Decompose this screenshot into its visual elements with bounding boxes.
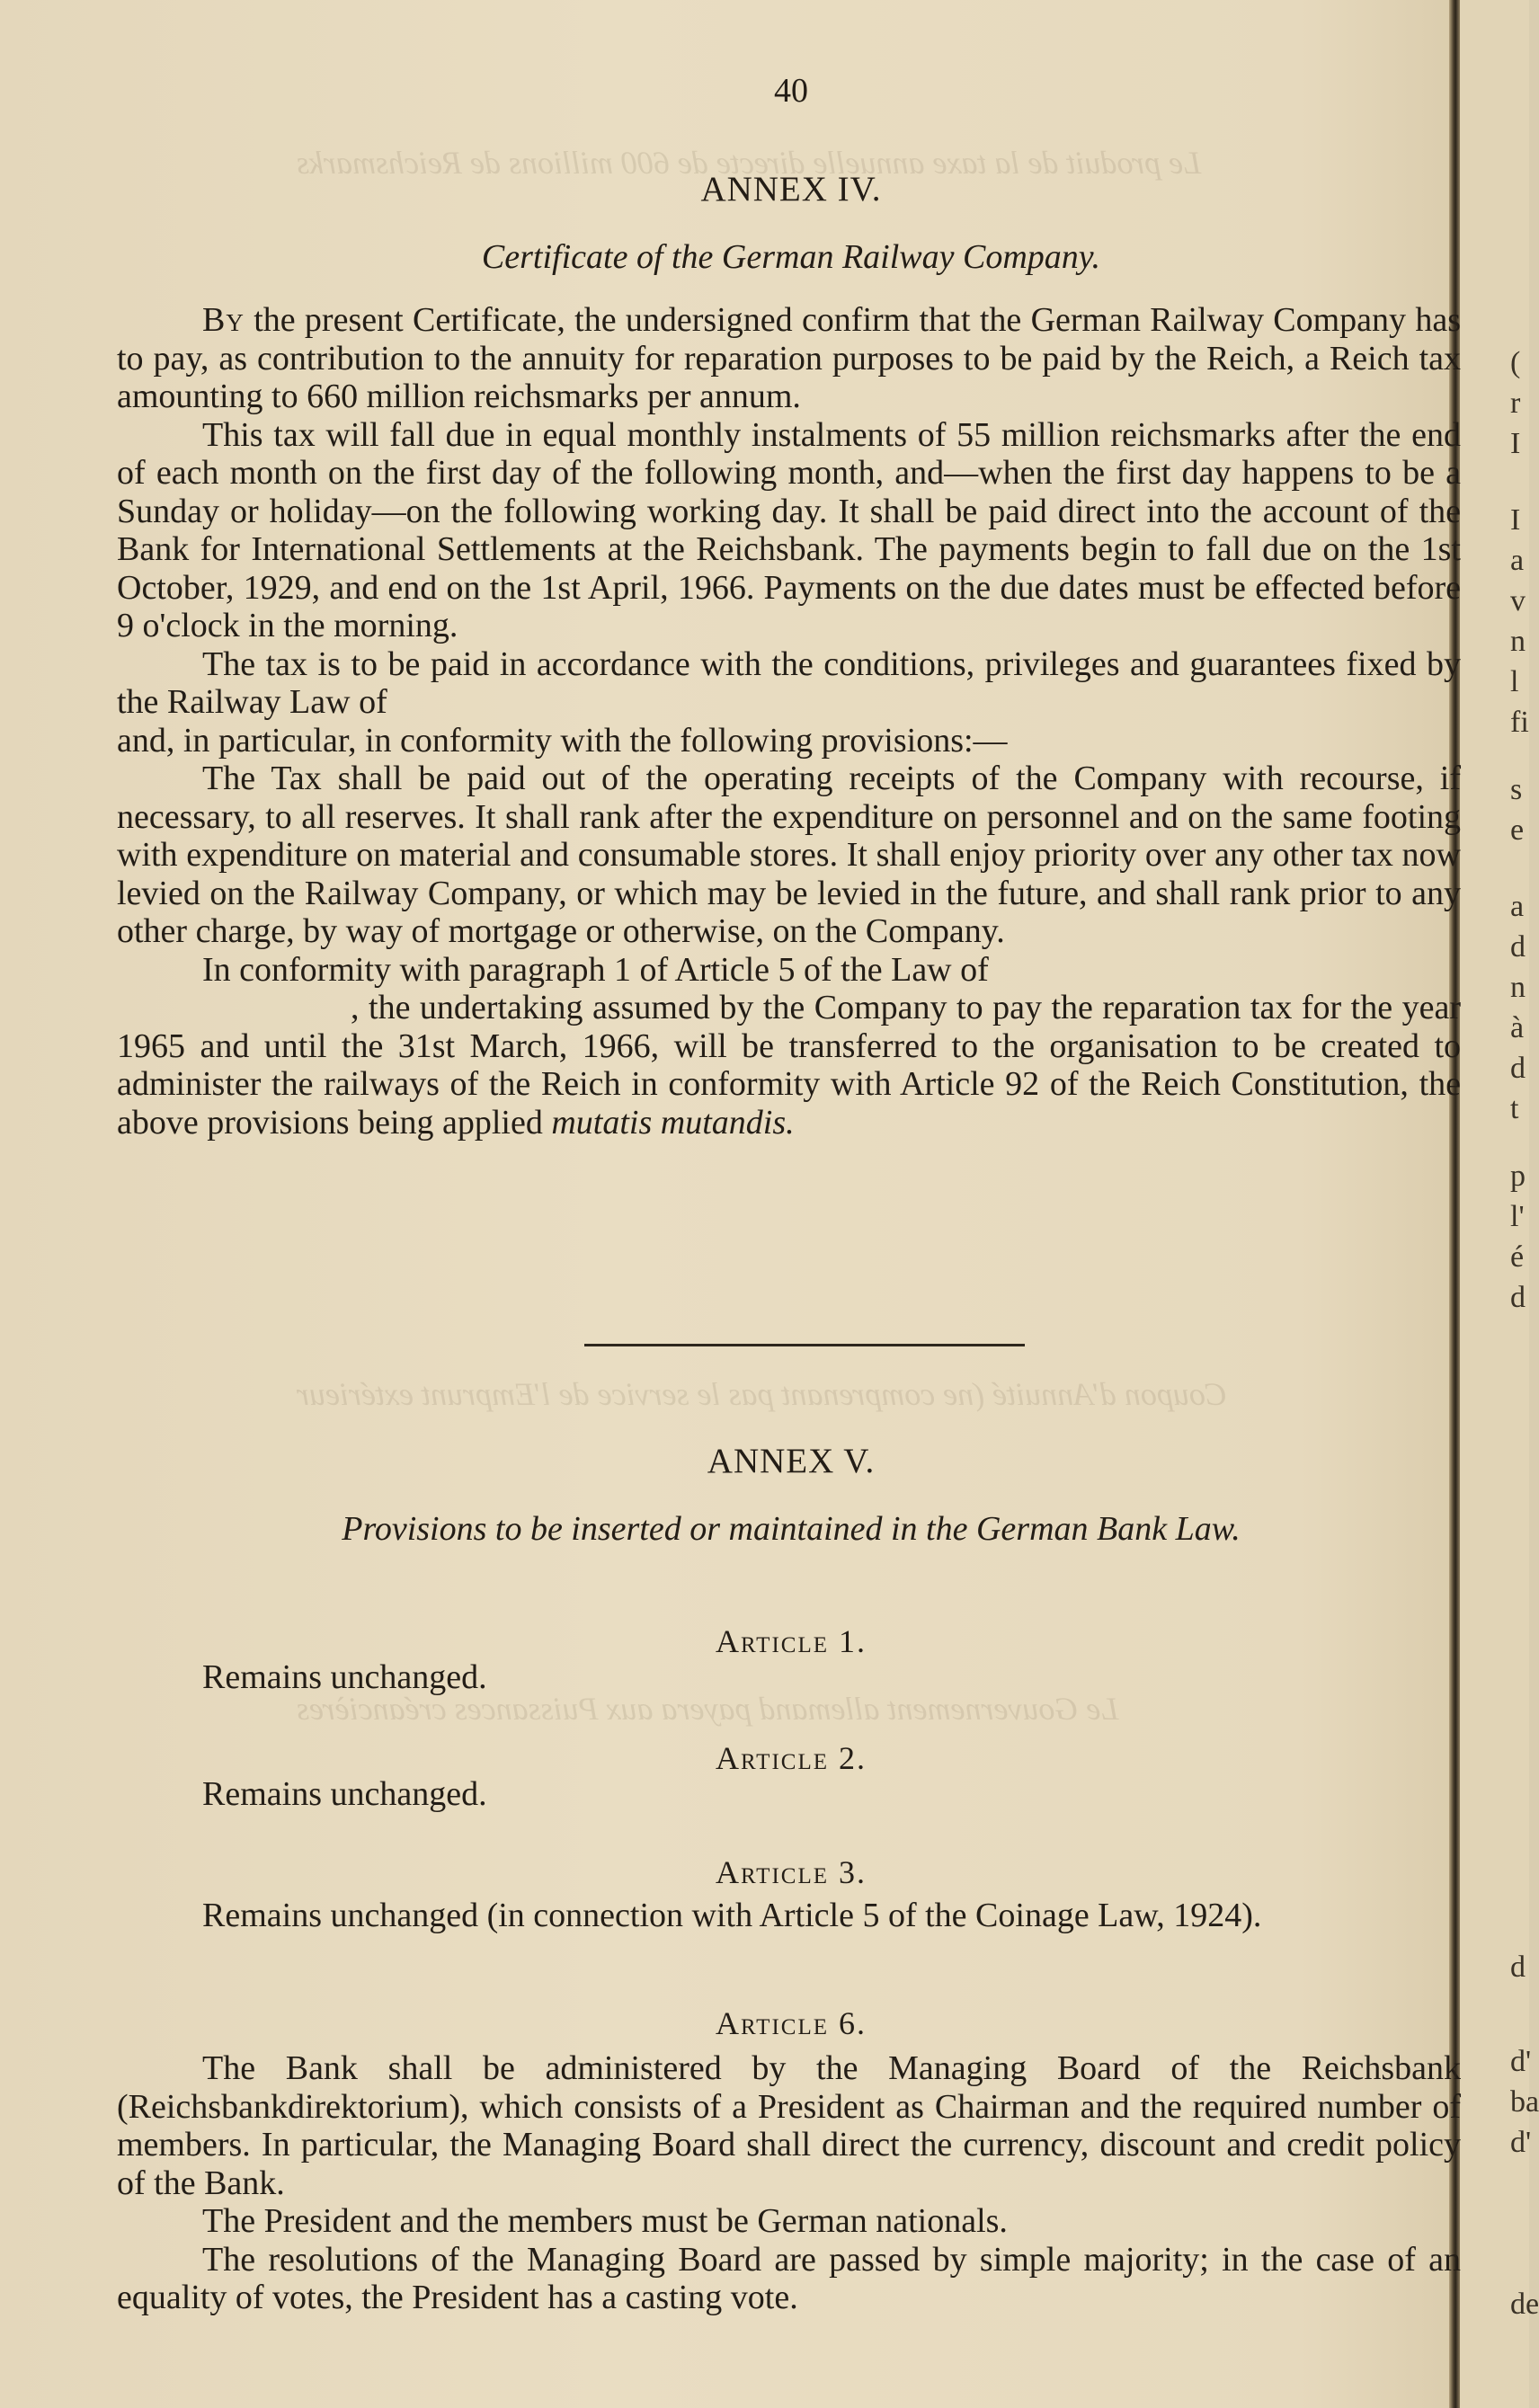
facing-page-fragment: fi [1510, 706, 1529, 739]
facing-page-fragment: I [1510, 427, 1521, 460]
article-3-title: Article 3. [716, 1854, 867, 1890]
lead-word: By [202, 301, 245, 339]
facing-page-fragment: a [1510, 890, 1525, 923]
facing-page-fragment: d [1510, 1950, 1526, 1984]
facing-page-fragment: t [1510, 1092, 1519, 1125]
paragraph: In conformity with paragraph 1 of Article 5 of the Law of [202, 950, 989, 989]
facing-page-fragment: e [1510, 813, 1525, 847]
article-6-title: Article 6. [716, 2005, 867, 2041]
paragraph: and, in particular, in conformity with the following provisions:— [117, 721, 1008, 760]
paragraph: This tax will fall due in equal monthly instalments of 55 million reichsmarks after the end of each month on the first day of the following month, and—when the first day happens to be a Sunday or holiday—on the following working day. It shall be paid direct into the account of the Bank for International Settlements at the Reichsbank. The payments begin to fall due on the 1st October, 1929, and end on the 1st April, 1966. Payments on the due dates must be effected before 9 o'clock in the morning. [117, 415, 1461, 644]
facing-page-fragment: ba [1510, 2085, 1539, 2119]
facing-page-fragment: l [1510, 665, 1519, 698]
facing-page-fragment: v [1510, 584, 1526, 618]
facing-page-fragment: l' [1510, 1200, 1525, 1233]
annex-iv-heading: ANNEX IV. [700, 170, 882, 209]
paragraph: The Tax shall be paid out of the operating receipts of the Company with recourse, if necessary, to all reserves. It shall rank after the expenditure on personnel and on the same footing with expenditure on material and consumable stores. It shall enjoy priority over any other tax now levied on the Railway Company, or which may be levied in the future, and shall rank prior to any other charge, by way of mortgage or otherwise, on the Company. [117, 760, 1461, 950]
annex-v-subheading: Provisions to be inserted or maintained in the German Bank Law. [342, 1510, 1241, 1548]
facing-page-fragment: p [1510, 1160, 1526, 1193]
paragraph: , the undertaking assumed by the Company to pay the reparation tax for the year 1965 and until the 31st March, 1966, will be transferred to the organisation to be created to administer the railways of the Reich in conformity with Article 92 of the Reich Constitution, the above provisions being applied mutatis mutandis. [117, 989, 1461, 1142]
annex-v-heading: ANNEX V. [707, 1442, 876, 1480]
facing-page-fragment: I [1510, 503, 1521, 537]
article-1-title: Article 1. [716, 1623, 867, 1659]
facing-page-fragment: d' [1510, 2045, 1532, 2078]
facing-page-fragment: d [1510, 1052, 1526, 1085]
facing-page-fragment: à [1510, 1011, 1525, 1044]
facing-page-fragment: d [1510, 1281, 1526, 1314]
facing-page-fragment: n [1510, 625, 1526, 658]
article-6-body [117, 2049, 1461, 2317]
paragraph: By the present Certificate, the undersigned confirm that the German Railway Company has to pay, as contribution to the annuity for reparation purposes to be paid by the Reich, a Reich tax amounting to 660 million reichsmarks per annum. [117, 301, 1462, 415]
facing-page-fragment: r [1510, 387, 1521, 420]
facing-page-fragment: a [1510, 544, 1525, 577]
facing-page-fragment: n [1510, 971, 1526, 1004]
facing-page-fragment: s [1510, 773, 1523, 806]
page-number: 40 [774, 72, 808, 110]
paragraph: The Bank shall be administered by the Managing Board of the Reichsbank (Reichsbankdirektorium), which consists of a President as Chairman and the required number of members. In particular, the Managing Board shall direct the currency, discount and credit policy of the Bank. [117, 2049, 1461, 2202]
paragraph: The resolutions of the Managing Board are passed by simple majority; in the case of an equality of votes, the President has a casting vote. [117, 2240, 1461, 2316]
facing-page-fragment: é [1510, 1240, 1525, 1274]
article-2-text: Remains unchanged. [202, 1775, 487, 1813]
paragraph: The tax is to be paid in accordance with the conditions, privileges and guarantees fixed by the Railway Law of [117, 644, 1461, 721]
document-page: Le produit de la taxe annuelle directe de 600 millions de Reichsmarks Coupon d'Annuité (ne comprenant pas le service de l'Emprunt extérieur Le Gouvernement allemand payera aux Puissances créancières 40 ANNEX IV. Certificate of the German Railway Company. By the present Certificate, the undersigned confirm that the German Railway Company has to pay, as contribution to the annuity for reparation purposes to be paid by the Reich, a Reich tax amounting to 660 million reichsmarks per annum. This tax will fall due in equal monthly instalments of 55 million reichsmarks after the end of each month on the first day of the following month, and—when the first day happens to be a Sunday or holiday—on the following working day. It shall be paid direct into the account of the Bank for International Settlements at the Reichsbank. The payments begin to fall due on the 1st October, 1929, and end on the 1st April, 1966. Payments on the due dates must be effected before 9 o'clock in the morning. The tax is to be paid in accordance with the conditions, privileges and guarantees fixed by the Railway Law of and, in particular, in conformity with the following provisions:— The Tax shall be paid out of the operating receipts of the Company with recourse, if necessary, to all reserves. It shall rank after the expenditure on personnel and on the same footing with expenditure on material and consumable stores. It shall enjoy priority over any other tax now levied on the Railway Company, or which may be levied in the future, and shall rank prior to any other charge, by way of mortgage or otherwise, on the Company. In conformity with paragraph 1 of Article 5 of the Law of , the undertaking assumed by the Company to pay the reparation tax for the year 1965 and until the 31st March, 1966, will be transferred to the organisation to be created to administer the railways of the Reich in conformity with Article 92 of the Reich Constitution, the above provisions being applied mutatis mutandis. ANNEX V. Provisions to be inserted or maintained in the German Bank Law. Article 1. Remains unchanged. Article 2. Remains unchanged. Article 3. Remains unchanged (in connection with Article 5 of the Coinage Law, 1924). Article 6. The Bank shall be administered by the Managing Board of the Reichsbank (Reichsbankdirektorium), which consists of a President as Chairman and the required number of members. In particular, the Managing Board shall direct the currency, discount and credit policy of the Bank. The President and the members must be German nationals. The resolutions of the Managing Board are passed by simple majority; in the case of an equality of votes, the President has a casting vote. ( r I I a v n l fi s e a d n à d t p l' é d d d' ba d' de [0, 0, 1529, 2408]
article-2-title: Article 2. [716, 1740, 867, 1776]
section-divider [584, 1344, 1025, 1346]
article-3-text: Remains unchanged (in connection with Article 5 of the Coinage Law, 1924). [202, 1897, 1262, 1934]
facing-page-fragment: ( [1510, 346, 1521, 379]
article-1-text: Remains unchanged. [202, 1658, 487, 1696]
annex-iv-body [117, 301, 1461, 1142]
annex-iv-subheading: Certificate of the German Railway Company. [481, 238, 1101, 276]
facing-page-fragment: d' [1510, 2126, 1532, 2159]
facing-page-fragment: de [1510, 2288, 1539, 2321]
paragraph: The President and the members must be German nationals. [202, 2202, 1008, 2240]
facing-page-fragment: d [1510, 930, 1526, 964]
italic-phrase: mutatis mutandis. [551, 1103, 795, 1142]
